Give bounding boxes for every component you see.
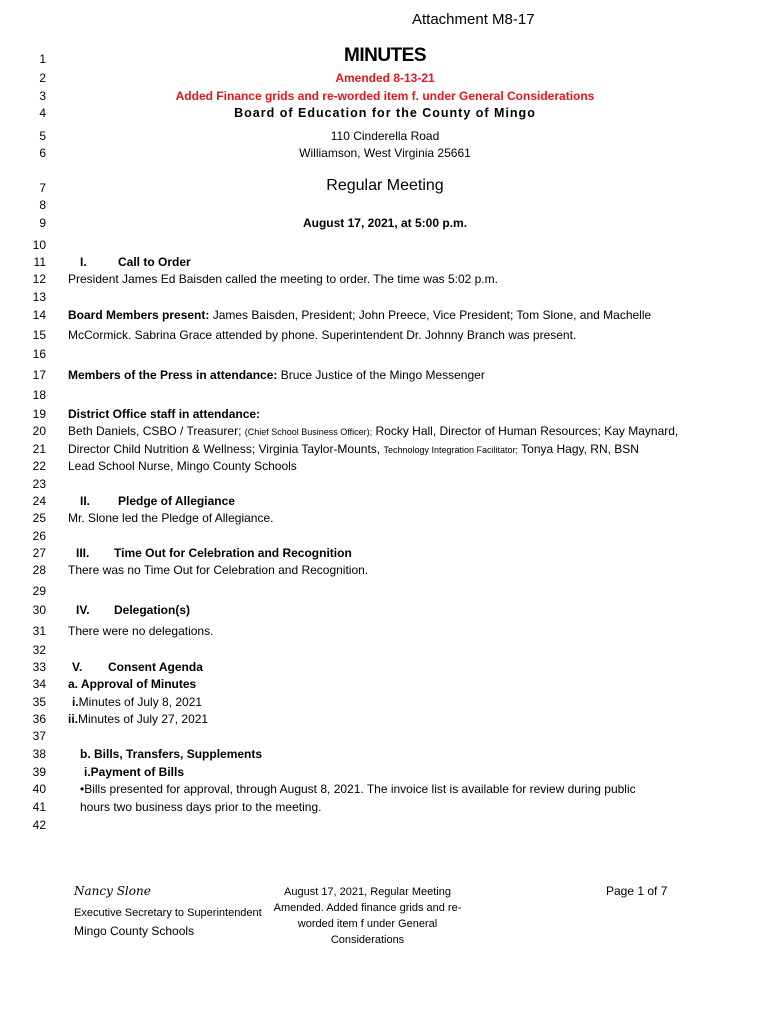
board-members-line-1 [68, 308, 651, 322]
press-text: Bruce Justice of the Mingo Messenger [277, 368, 485, 382]
line-number: 25 [32, 511, 46, 525]
consent-item-a-ii [68, 712, 208, 726]
staff-text: Director Child Nutrition & Wellness; Virginia Taylor-Mounts, [68, 442, 384, 456]
amended-date: Amended 8-13-21 [335, 71, 435, 85]
line-number: 27 [32, 546, 46, 560]
item-number: i. [72, 695, 79, 709]
staff-line-1 [68, 424, 678, 439]
section-timeout-heading [76, 546, 352, 560]
delegations-text: There were no delegations. [68, 624, 214, 638]
line-number: 34 [32, 677, 46, 691]
line-number: 41 [32, 800, 46, 814]
staff-text: Tonya Hagy, RN, BSN [518, 442, 639, 456]
line-number: 24 [32, 494, 46, 508]
line-number: 33 [32, 660, 46, 674]
line-number: 30 [32, 603, 46, 617]
line-number: 32 [32, 643, 46, 657]
line-number: 14 [32, 308, 46, 322]
line-number: 12 [32, 272, 46, 286]
board-members-label: Board Members present: [68, 308, 210, 322]
line-number: 5 [39, 129, 46, 143]
line-number: 15 [32, 328, 46, 342]
board-name: Board of Education for the County of Mingo [234, 106, 536, 120]
call-to-order-text: President James Ed Baisden called the meeting to order. The time was 5:02 p.m. [68, 272, 499, 286]
meeting-type: Regular Meeting [326, 177, 444, 194]
line-number: 42 [32, 818, 46, 832]
consent-item-a-i [72, 695, 202, 709]
section-number: V. [72, 660, 83, 674]
line-number: 37 [32, 729, 46, 743]
line-number: 23 [32, 477, 46, 491]
line-number: 16 [32, 347, 46, 361]
board-members-line-2: McCormick. Sabrina Grace attended by phone. Superintendent Dr. Johnny Branch was present. [68, 328, 577, 342]
attachment-label: Attachment M8-17 [412, 11, 535, 28]
press-attendance [68, 368, 485, 382]
line-number: 2 [39, 71, 46, 85]
line-number: 19 [32, 407, 46, 421]
section-number: II. [80, 494, 91, 508]
line-number: 29 [32, 584, 46, 598]
section-title: Delegation(s) [114, 603, 191, 617]
line-number: 17 [32, 368, 46, 382]
section-title: Consent Agenda [108, 660, 203, 674]
line-number: 40 [32, 782, 46, 796]
line-number: 13 [32, 290, 46, 304]
address-line-2: Williamson, West Virginia 25661 [299, 146, 471, 160]
line-number: 39 [32, 765, 46, 779]
consent-item-a: a. Approval of Minutes [68, 677, 197, 691]
line-number: 38 [32, 747, 46, 761]
section-number: I. [80, 255, 87, 269]
pledge-text: Mr. Slone led the Pledge of Allegiance. [68, 511, 274, 525]
address-line-1: 110 Cinderella Road [330, 129, 440, 143]
line-number: 31 [32, 624, 46, 638]
line-number: 18 [32, 388, 46, 402]
line-number: 36 [32, 712, 46, 726]
item-number: ii. [68, 712, 79, 726]
press-label: Members of the Press in attendance: [68, 368, 278, 382]
section-pledge-heading [80, 494, 235, 508]
page-number: Page 1 of 7 [606, 884, 668, 898]
line-number: 20 [32, 424, 46, 438]
section-consent-heading [72, 660, 203, 674]
section-title: Pledge of Allegiance [118, 494, 235, 508]
bills-text-line-2: hours two business days prior to the meeting. [80, 800, 322, 814]
line-number: 28 [32, 563, 46, 577]
line-number: 26 [32, 529, 46, 543]
line-number: 22 [32, 459, 46, 473]
line-number: 21 [32, 442, 46, 456]
bills-text-line-1: •Bills presented for approval, through August 8, 2021. The invoice list is available for review during public [80, 782, 636, 796]
timeout-text: There was no Time Out for Celebration and Recognition. [68, 563, 369, 577]
section-number: III. [76, 546, 90, 560]
item-text: Minutes of July 8, 2021 [78, 695, 203, 709]
consent-item-b: b. Bills, Transfers, Supplements [80, 747, 263, 761]
footer-meeting-note: August 17, 2021, Regular Meeting Amended. Added finance grids and re-worded item f under General Considerations [273, 886, 462, 946]
line-number: 35 [32, 695, 46, 709]
section-delegations-heading [76, 603, 190, 617]
line-number: 1 [39, 52, 46, 66]
staff-line-3: Lead School Nurse, Mingo County Schools [68, 459, 297, 473]
board-members-text: James Baisden, President; John Preece, Vice President; Tom Slone, and Machelle [209, 308, 652, 322]
line-number: 3 [39, 89, 46, 103]
staff-small-text: Technology Integration Facilitator; [383, 445, 519, 455]
footer-role: Executive Secretary to Superintendent [74, 907, 262, 919]
section-title: Call to Order [118, 255, 191, 269]
line-number: 8 [39, 198, 46, 212]
staff-label: District Office staff in attendance: [68, 407, 261, 421]
meeting-date: August 17, 2021, at 5:00 p.m. [302, 216, 468, 230]
line-number: 7 [39, 181, 46, 195]
line-number: 11 [33, 255, 46, 269]
section-title: Time Out for Celebration and Recognition [114, 546, 352, 560]
amendment-note: Added Finance grids and re-worded item f. under General Considerations [175, 89, 595, 103]
staff-text: Beth Daniels, CSBO / Treasurer; [68, 424, 245, 438]
section-number: IV. [76, 603, 90, 617]
staff-text: Rocky Hall, Director of Human Resources; Kay Maynard, [372, 424, 679, 438]
line-number: 6 [39, 146, 46, 160]
footer-org: Mingo County Schools [74, 924, 195, 938]
consent-item-b-i: i.Payment of Bills [84, 765, 185, 779]
line-number: 4 [39, 106, 46, 120]
item-text: Minutes of July 27, 2021 [78, 712, 209, 726]
staff-line-2 [68, 442, 639, 457]
signature: Nancy Slone [74, 884, 151, 898]
document-title: MINUTES [344, 45, 426, 66]
line-number: 9 [39, 216, 46, 230]
staff-small-text: (Chief School Business Officer); [244, 427, 373, 437]
line-number: 10 [32, 238, 46, 252]
section-call-to-order-heading [80, 255, 191, 269]
